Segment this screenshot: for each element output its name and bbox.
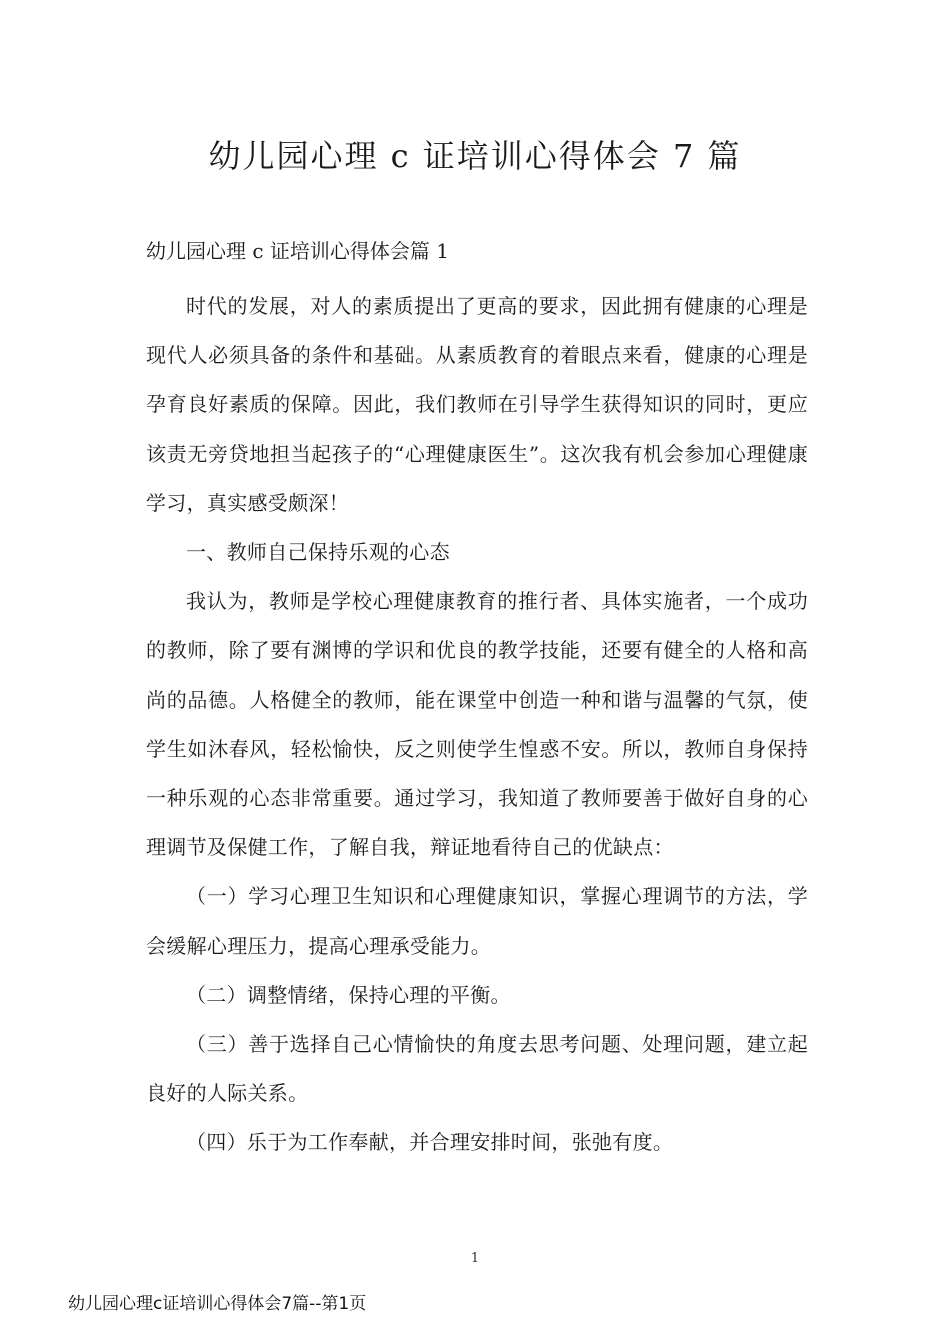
paragraph-item-2: （二）调整情绪，保持心理的平衡。 [186, 982, 511, 1007]
paragraph-heading-1: 一、教师自己保持乐观的心态 [186, 540, 450, 565]
section-title: 幼儿园心理 c 证培训心得体会篇 1 [146, 239, 449, 263]
paragraph-intro: 时代的发展，对人的素质提出了更高的要求，因此拥有健康的心理是现代人必须具备的条件和基础。从素质教育的着眼点来看，健康的心理是孕育良好素质的保障。因此，我们教师在引导学生获得知识的同时，更应该责无旁贷地担当起孩子的“心理健康医生”。这次我有机会参加心理健康学习，真实感受颇深！ [146, 294, 808, 515]
paragraph-item-1: （一）学习心理卫生知识和心理健康知识，掌握心理调节的方法，学会缓解心理压力，提高心理承受能力。 [146, 884, 808, 958]
paragraph-teacher-role: 我认为，教师是学校心理健康教育的推行者、具体实施者，一个成功的教师，除了要有渊博的学识和优良的教学技能，还要有健全的人格和高尚的品德。人格健全的教师，能在课堂中创造一种和谐与温馨的气氛，使学生如沐春风，轻松愉快，反之则使学生惶惑不安。所以，教师自身保持一种乐观的心态非常重要。通过学习，我知道了教师要善于做好自身的心理调节及保健工作，了解自我，辩证地看待自己的优缺点： [146, 589, 808, 860]
footer-caption: 幼儿园心理c证培训心得体会7篇--第1页 [68, 1294, 367, 1314]
document-title: 幼儿园心理 c 证培训心得体会 7 篇 [208, 137, 742, 175]
page-number: 1 [470, 1251, 480, 1266]
paragraph-item-3: （三）善于选择自己心情愉快的角度去思考问题、处理问题，建立起良好的人际关系。 [146, 1032, 808, 1106]
document-body [146, 282, 808, 1168]
paragraph-item-4: （四）乐于为工作奉献，并合理安排时间，张弛有度。 [186, 1130, 674, 1155]
